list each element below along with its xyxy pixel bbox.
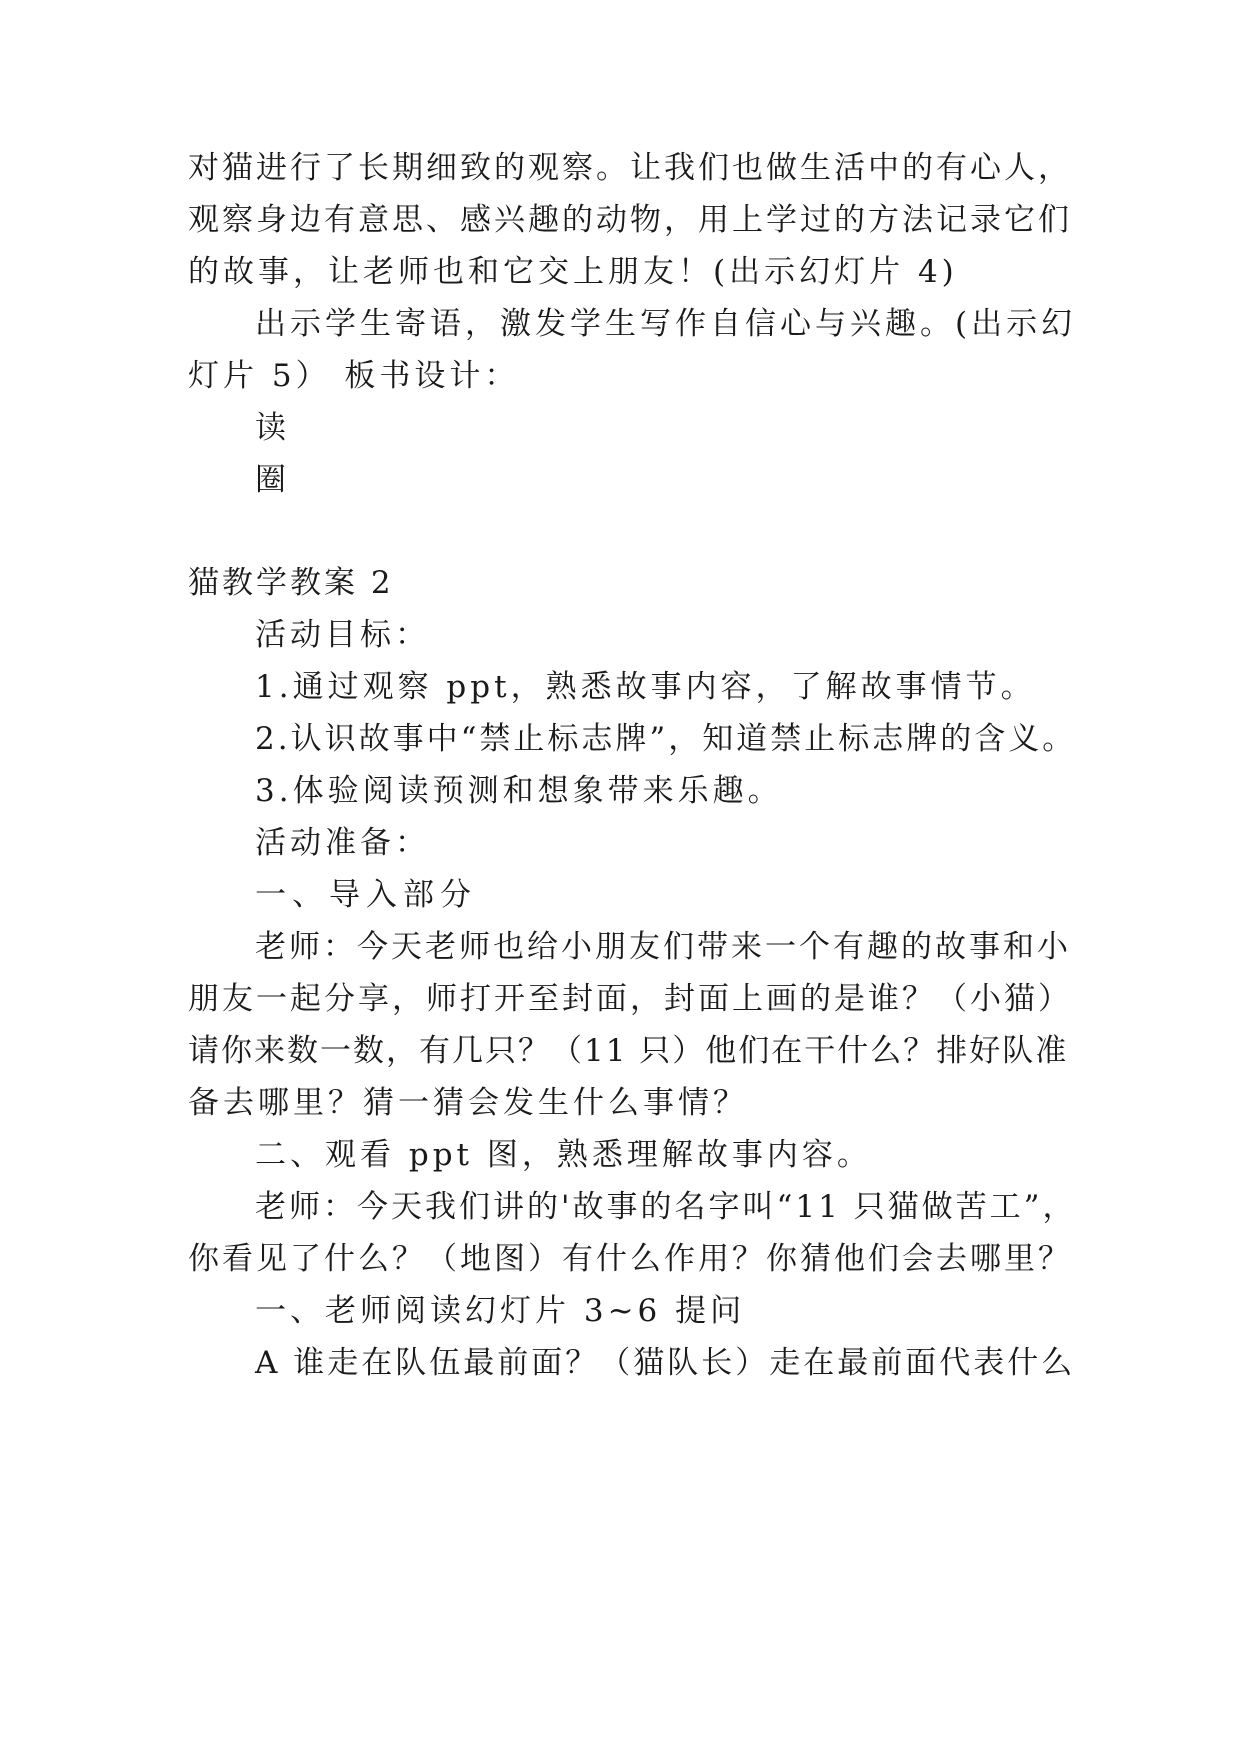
board-design-item: 读	[255, 410, 290, 446]
paragraph-line: 1.通过观察 ppt，熟悉故事内容，了解故事情节。	[255, 669, 1036, 705]
paragraph-line: 活动目标：	[255, 617, 430, 653]
paragraph-line: 二、观看 ppt 图，熟悉理解故事内容。	[255, 1137, 872, 1173]
paragraph-line: 一、老师阅读幻灯片 3~6 提问	[255, 1293, 746, 1329]
paragraph-line: 活动准备：	[255, 825, 430, 861]
paragraph-line: 出示学生寄语，激发学生写作自信心与兴趣。(出示幻	[255, 306, 1077, 342]
section-title: 猫教学教案 2	[188, 565, 394, 601]
paragraph-line: 朋友一起分享，师打开至封面，封面上画的是谁？（小猫）	[188, 981, 1072, 1017]
paragraph-line: 老师：今天我们讲的'故事的名字叫“11 只猫做苦工”，	[255, 1189, 1077, 1225]
paragraph-line: 请你来数一数，有几只？（11 只）他们在干什么？排好队准	[188, 1033, 1069, 1069]
paragraph-line: 观察身边有意思、感兴趣的动物，用上学过的方法记录它们	[188, 202, 1072, 238]
paragraph-line: A 谁走在队伍最前面？（猫队长）走在最前面代表什么	[255, 1345, 1076, 1381]
paragraph-line: 灯片 5） 板书设计：	[188, 358, 520, 394]
paragraph-line: 备去哪里？猜一猜会发生什么事情？	[188, 1085, 748, 1121]
paragraph-line: 对猫进行了长期细致的观察。让我们也做生活中的有心人，	[188, 150, 1072, 186]
board-design-item: 圈	[255, 462, 290, 498]
paragraph-line: 的故事，让老师也和它交上朋友！(出示幻灯片 4)	[188, 254, 958, 290]
paragraph-line: 2.认识故事中“禁止标志牌”，知道禁止标志牌的含义。	[255, 721, 1077, 757]
paragraph-line: 你看见了什么？（地图）有什么作用？你猜他们会去哪里？	[188, 1241, 1072, 1277]
paragraph-line: 一、导入部分	[255, 877, 477, 913]
paragraph-line: 老师：今天老师也给小朋友们带来一个有趣的故事和小	[255, 929, 1071, 965]
paragraph-line: 3.体验阅读预测和想象带来乐趣。	[255, 773, 783, 809]
